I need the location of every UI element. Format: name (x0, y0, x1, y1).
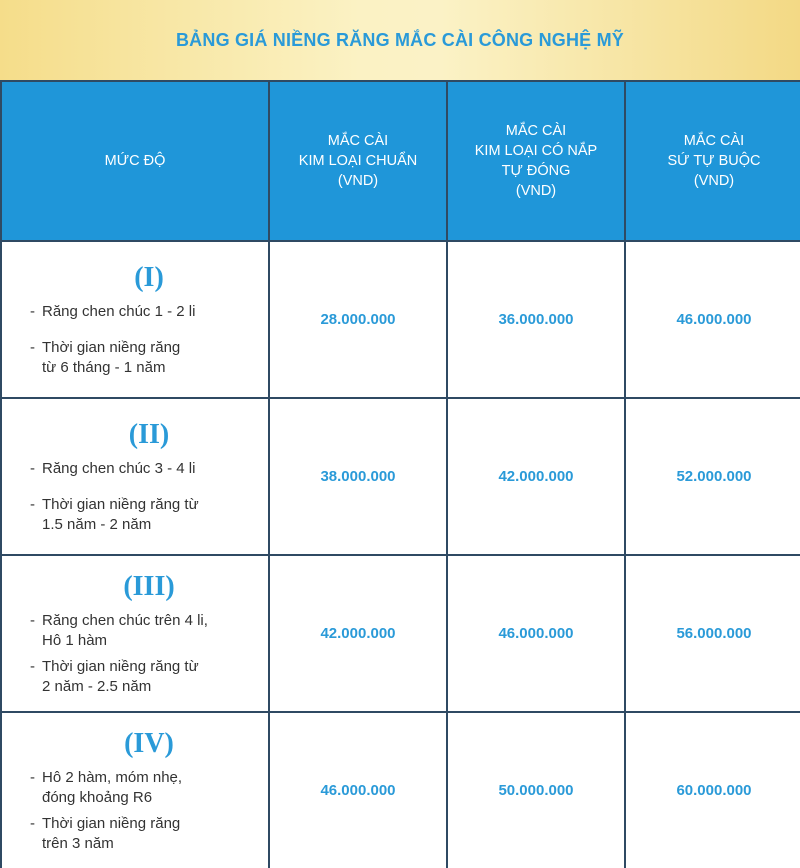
bullet-dash: - (30, 814, 35, 832)
description-line: Thời gian niềng răng từ (42, 657, 199, 675)
table-row (2, 242, 800, 397)
description-line: 1.5 năm - 2 năm (42, 515, 152, 533)
header-line: (VND) (515, 183, 557, 199)
header-line: MẮC CÀI (505, 123, 567, 139)
description-item (30, 302, 248, 322)
bullet-dash: - (30, 338, 35, 356)
header-line: MẮC CÀI (327, 133, 389, 149)
description-item (30, 611, 248, 651)
description-line: Thời gian niềng răng (42, 814, 181, 832)
price-metal-self-ligating: 50.000.000 (448, 713, 624, 868)
level-number: (I) (134, 261, 164, 293)
level-cell (2, 399, 268, 554)
description-line: Răng chen chúc 3 - 4 li (42, 459, 196, 477)
description-item (30, 338, 248, 378)
price-metal-standard: 38.000.000 (270, 399, 446, 554)
bullet-dash: - (30, 495, 35, 513)
header-level (2, 82, 268, 240)
level-number: (IV) (124, 727, 174, 759)
bullet-dash: - (30, 459, 35, 477)
description-line: Hô 1 hàm (42, 631, 108, 649)
header-line: (VND) (693, 173, 735, 189)
price-ceramic: 52.000.000 (626, 399, 800, 554)
price-metal-self-ligating: 36.000.000 (448, 242, 624, 397)
price-ceramic: 46.000.000 (626, 242, 800, 397)
level-cell (2, 242, 268, 397)
price-metal-standard: 28.000.000 (270, 242, 446, 397)
description-line: trên 3 năm (42, 834, 114, 852)
bullet-dash: - (30, 611, 35, 629)
bullet-dash: - (30, 657, 35, 675)
description-line: Răng chen chúc trên 4 li, (42, 611, 208, 629)
price-metal-self-ligating: 42.000.000 (448, 399, 624, 554)
description-item (30, 459, 248, 479)
level-cell (2, 713, 268, 868)
level-description (30, 302, 248, 378)
description-line: đóng khoảng R6 (42, 788, 153, 806)
price-table (0, 80, 800, 868)
level-description (30, 611, 248, 697)
price-metal-self-ligating: 46.000.000 (448, 556, 624, 711)
level-number: (II) (128, 418, 170, 450)
header-line: (VND) (337, 173, 379, 189)
table-row (2, 556, 800, 711)
price-metal-standard: 46.000.000 (270, 713, 446, 868)
table-row (2, 713, 800, 868)
header-line: KIM LOẠI CHUẨN (298, 153, 418, 169)
description-line: Răng chen chúc 1 - 2 li (42, 302, 196, 320)
header-line: KIM LOẠI CÓ NẮP (474, 143, 598, 159)
level-description (30, 459, 248, 535)
price-metal-standard: 42.000.000 (270, 556, 446, 711)
header-row (2, 82, 800, 240)
level-number: (III) (123, 570, 175, 602)
header-line: MẮC CÀI (683, 133, 745, 149)
description-item (30, 814, 248, 854)
description-item (30, 768, 248, 808)
header-metal-self-ligating (448, 82, 624, 240)
header-level-label: MỨC ĐỘ (104, 153, 166, 169)
description-item (30, 495, 248, 535)
page-title: BẢNG GIÁ NIỀNG RĂNG MẮC CÀI CÔNG NGHỆ MỸ (175, 29, 624, 50)
title-banner (0, 0, 800, 80)
level-cell (2, 556, 268, 711)
level-description (30, 768, 248, 854)
bullet-dash: - (30, 302, 35, 320)
description-line: Thời gian niềng răng từ (42, 495, 199, 513)
description-line: Hô 2 hàm, móm nhẹ, (42, 768, 183, 786)
description-line: từ 6 tháng - 1 năm (42, 358, 166, 376)
price-ceramic: 60.000.000 (626, 713, 800, 868)
price-ceramic: 56.000.000 (626, 556, 800, 711)
description-line: Thời gian niềng răng (42, 338, 181, 356)
bullet-dash: - (30, 768, 35, 786)
table-row (2, 399, 800, 554)
header-ceramic (626, 82, 800, 240)
header-line: SỨ TỰ BUỘC (667, 153, 761, 169)
header-line: TỰ ĐÓNG (501, 163, 571, 179)
description-item (30, 657, 248, 697)
description-line: 2 năm - 2.5 năm (42, 677, 152, 695)
header-metal-standard (270, 82, 446, 240)
